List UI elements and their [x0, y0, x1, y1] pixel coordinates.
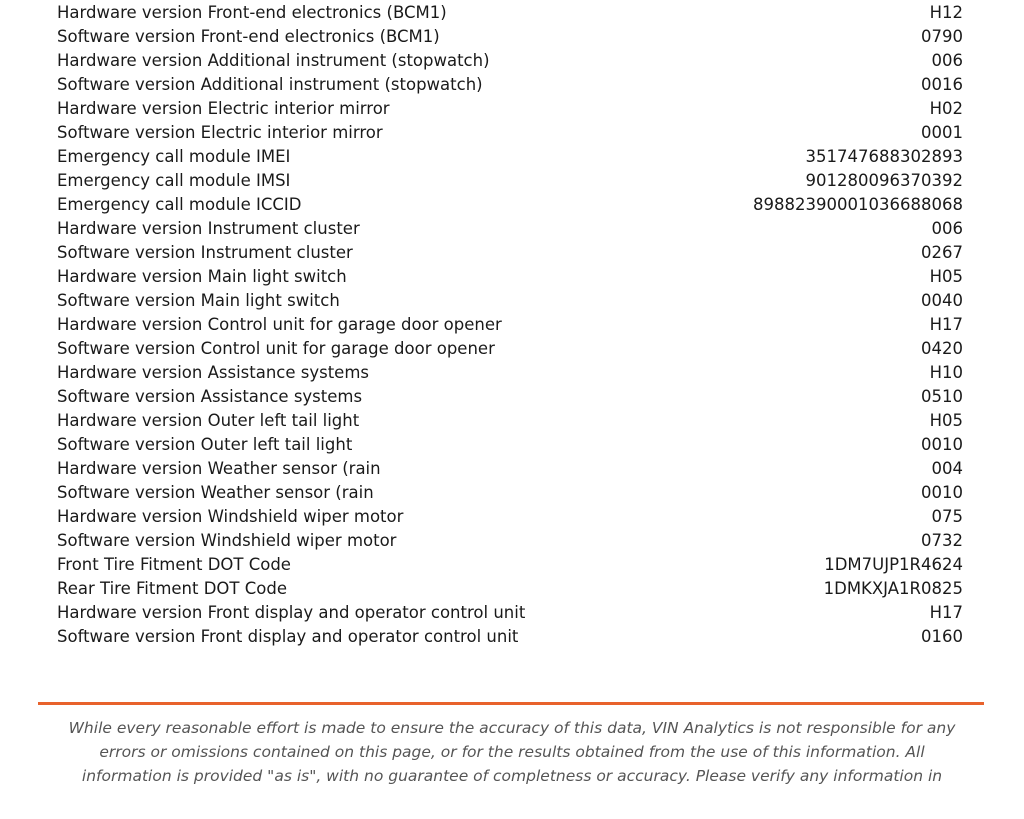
spec-value: 0160 — [921, 627, 963, 646]
spec-row — [57, 289, 963, 313]
spec-label: Software version Assistance systems — [57, 387, 363, 406]
spec-value: 0510 — [921, 387, 963, 406]
spec-row — [57, 337, 963, 361]
spec-row — [57, 313, 963, 337]
spec-value: 006 — [931, 219, 963, 238]
spec-label: Hardware version Front-end electronics (BCM1) — [57, 3, 447, 22]
spec-label: Software version Electric interior mirror — [57, 123, 383, 142]
spec-label: Hardware version Assistance systems — [57, 363, 370, 382]
spec-row — [57, 361, 963, 385]
spec-row — [57, 625, 963, 649]
spec-label: Software version Windshield wiper motor — [57, 531, 397, 550]
spec-value: H05 — [929, 267, 963, 286]
spec-value: 0010 — [921, 483, 963, 502]
spec-label: Emergency call module IMEI — [57, 147, 291, 166]
spec-row — [57, 433, 963, 457]
spec-label: Hardware version Outer left tail light — [57, 411, 360, 430]
spec-row — [57, 553, 963, 577]
spec-value: 901280096370392 — [805, 171, 963, 190]
spec-label: Front Tire Fitment DOT Code — [57, 555, 291, 574]
spec-value: 1DMKXJA1R0825 — [823, 579, 963, 598]
spec-row — [57, 505, 963, 529]
spec-label: Hardware version Main light switch — [57, 267, 347, 286]
spec-label: Hardware version Control unit for garage door opener — [57, 315, 502, 334]
spec-row — [57, 97, 963, 121]
spec-row — [57, 241, 963, 265]
spec-row — [57, 409, 963, 433]
spec-value: 89882390001036688068 — [753, 195, 963, 214]
spec-value: 006 — [931, 51, 963, 70]
spec-row — [57, 457, 963, 481]
footer-divider — [38, 702, 984, 705]
spec-label: Software version Instrument cluster — [57, 243, 353, 262]
spec-value: 1DM7UJP1R4624 — [824, 555, 963, 574]
spec-label: Software version Front-end electronics (BCM1) — [57, 27, 440, 46]
spec-table — [57, 1, 963, 649]
spec-value: H02 — [929, 99, 963, 118]
spec-row — [57, 481, 963, 505]
spec-label: Emergency call module ICCID — [57, 195, 302, 214]
disclaimer-line: errors or omissions contained on this page, or for the results obtained from the use of this information. All — [99, 743, 925, 761]
spec-value: 0040 — [921, 291, 963, 310]
disclaimer-line: information is provided "as is", with no guarantee of completness or accuracy. Please verify any information in — [81, 767, 943, 785]
spec-label: Emergency call module IMSI — [57, 171, 291, 190]
spec-row — [57, 121, 963, 145]
spec-value: 0001 — [921, 123, 963, 142]
spec-value: 0267 — [921, 243, 963, 262]
spec-value: H17 — [929, 603, 963, 622]
spec-label: Software version Weather sensor (rain — [57, 483, 374, 502]
spec-label: Software version Additional instrument (stopwatch) — [57, 75, 483, 94]
spec-row — [57, 1, 963, 25]
spec-row — [57, 217, 963, 241]
spec-row — [57, 73, 963, 97]
spec-label: Software version Front display and operator control unit — [57, 627, 519, 646]
spec-value: H12 — [929, 3, 963, 22]
spec-row — [57, 385, 963, 409]
spec-row — [57, 265, 963, 289]
spec-row — [57, 169, 963, 193]
disclaimer — [40, 716, 984, 788]
spec-row — [57, 577, 963, 601]
spec-value: 351747688302893 — [805, 147, 963, 166]
spec-row — [57, 49, 963, 73]
spec-row — [57, 145, 963, 169]
spec-value: 0016 — [921, 75, 963, 94]
spec-label: Software version Main light switch — [57, 291, 340, 310]
spec-value: 0790 — [921, 27, 963, 46]
disclaimer-line: While every reasonable effort is made to ensure the accuracy of this data, VIN Analytics is not responsible for any — [68, 719, 956, 737]
spec-label: Hardware version Weather sensor (rain — [57, 459, 381, 478]
spec-label: Hardware version Electric interior mirror — [57, 99, 390, 118]
spec-value: H17 — [929, 315, 963, 334]
spec-value: 0010 — [921, 435, 963, 454]
spec-row — [57, 25, 963, 49]
spec-row — [57, 529, 963, 553]
spec-label: Hardware version Front display and operator control unit — [57, 603, 526, 622]
spec-row — [57, 601, 963, 625]
spec-value: 0420 — [921, 339, 963, 358]
spec-label: Hardware version Additional instrument (stopwatch) — [57, 51, 490, 70]
spec-value: H05 — [929, 411, 963, 430]
spec-value: 004 — [931, 459, 963, 478]
spec-value: H10 — [929, 363, 963, 382]
spec-label: Software version Outer left tail light — [57, 435, 353, 454]
spec-label: Software version Control unit for garage door opener — [57, 339, 495, 358]
spec-label: Hardware version Windshield wiper motor — [57, 507, 404, 526]
spec-value: 0732 — [921, 531, 963, 550]
spec-row — [57, 193, 963, 217]
spec-label: Rear Tire Fitment DOT Code — [57, 579, 287, 598]
spec-label: Hardware version Instrument cluster — [57, 219, 360, 238]
spec-value: 075 — [931, 507, 963, 526]
